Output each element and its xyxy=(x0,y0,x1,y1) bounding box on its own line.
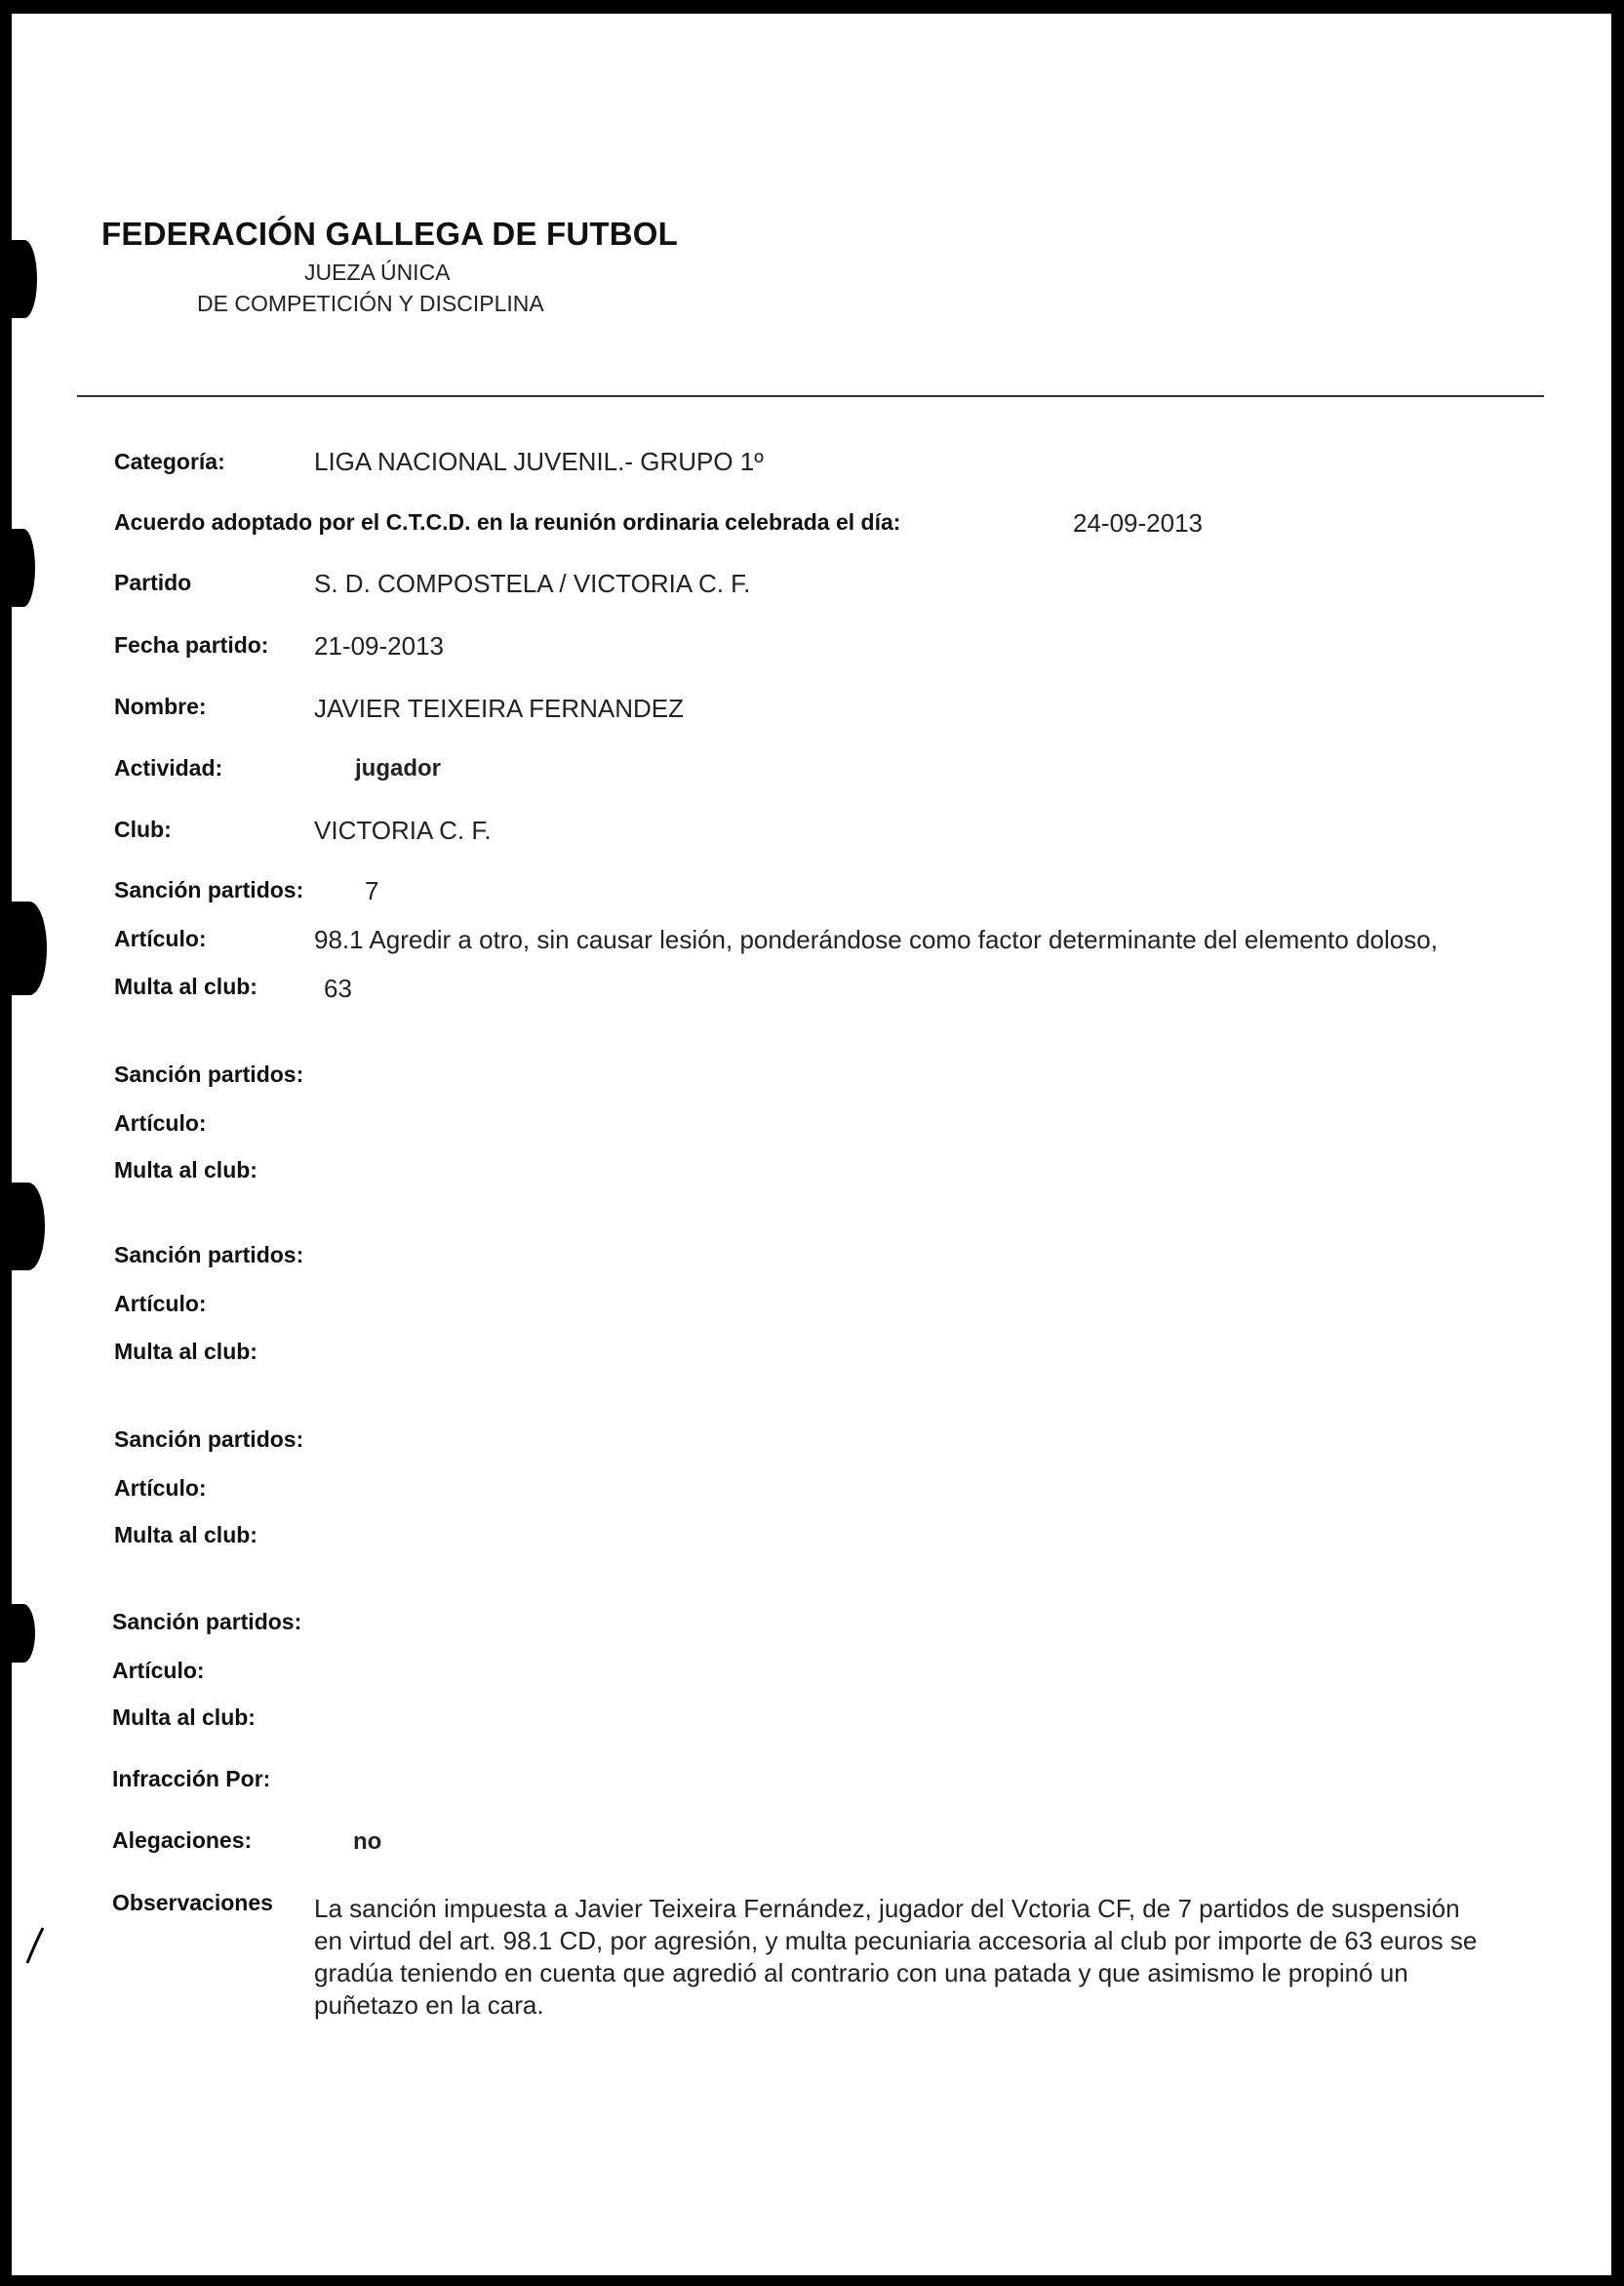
header-subtitle-2: DE COMPETICIÓN Y DISCIPLINA xyxy=(197,291,544,316)
pen-mark xyxy=(18,1924,47,1969)
fecha-partido-value: 21-09-2013 xyxy=(314,631,444,661)
sancion-partidos-value: 7 xyxy=(365,876,379,905)
sancion-partidos-label: Sanción partidos: xyxy=(114,1242,304,1267)
observaciones-line: La sanción impuesta a Javier Teixeira Fernández, jugador del Vctoria CF, de 7 partidos de suspensión xyxy=(314,1894,1460,1923)
sancion-partidos-label: Sanción partidos: xyxy=(114,1426,304,1452)
multa-club-label: Multa al club: xyxy=(112,1704,256,1730)
sancion-partidos-label: Sanción partidos: xyxy=(112,1609,302,1634)
articulo-label: Artículo: xyxy=(112,1658,205,1683)
articulo-label: Artículo: xyxy=(114,1110,207,1136)
multa-club-label: Multa al club: xyxy=(114,974,257,999)
scan-edge-mark xyxy=(12,1604,35,1663)
scan-edge-mark xyxy=(12,1183,45,1270)
actividad-label: Actividad: xyxy=(114,755,223,781)
observaciones-label: Observaciones xyxy=(112,1890,273,1915)
articulo-label: Artículo: xyxy=(114,1475,207,1501)
articulo-label: Artículo: xyxy=(114,926,207,951)
categoria-value: LIGA NACIONAL JUVENIL.- GRUPO 1º xyxy=(314,447,764,476)
federation-title: FEDERACIÓN GALLEGA DE FUTBOL xyxy=(101,216,679,252)
nombre-value: JAVIER TEIXEIRA FERNANDEZ xyxy=(314,694,685,723)
multa-club-label: Multa al club: xyxy=(114,1157,257,1183)
document-page xyxy=(12,14,1611,2275)
infraccion-label: Infracción Por: xyxy=(112,1766,271,1791)
articulo-label: Artículo: xyxy=(114,1291,207,1316)
multa-club-label: Multa al club: xyxy=(114,1522,257,1547)
observaciones-line: en virtud del art. 98.1 CD, por agresión, y multa pecuniaria accesoria al club por importe de 63 euros se xyxy=(314,1926,1478,1955)
header-divider xyxy=(77,395,1544,397)
observaciones-text xyxy=(314,1893,1582,2022)
partido-value: S. D. COMPOSTELA / VICTORIA C. F. xyxy=(314,569,751,598)
alegaciones-value: no xyxy=(353,1828,382,1855)
club-label: Club: xyxy=(114,817,172,842)
acuerdo-label: Acuerdo adoptado por el C.T.C.D. en la reunión ordinaria celebrada el día: xyxy=(114,509,901,535)
articulo-value: 98.1 Agredir a otro, sin causar lesión, ponderándose como factor determinante del elemento doloso, xyxy=(314,925,1438,954)
multa-club-value: 63 xyxy=(324,974,352,1003)
alegaciones-label: Alegaciones: xyxy=(112,1827,253,1853)
header-subtitle-1: JUEZA ÚNICA xyxy=(304,260,451,285)
observaciones-line: gradúa teniendo en cuenta que agredió al contrario con una patada y que asimismo le propinó un xyxy=(314,1958,1408,1987)
multa-club-label: Multa al club: xyxy=(114,1339,257,1364)
scan-edge-mark xyxy=(12,240,37,318)
categoria-label: Categoría: xyxy=(114,449,225,474)
club-value: VICTORIA C. F. xyxy=(314,816,492,845)
scan-edge-mark xyxy=(12,529,35,607)
partido-label: Partido xyxy=(114,570,192,595)
acuerdo-date: 24-09-2013 xyxy=(1073,508,1203,538)
nombre-label: Nombre: xyxy=(114,694,207,719)
scan-edge-mark xyxy=(12,902,47,995)
sancion-partidos-label: Sanción partidos: xyxy=(114,877,304,902)
actividad-value: jugador xyxy=(355,755,441,782)
observaciones-line: puñetazo en la cara. xyxy=(314,1990,544,2020)
sancion-partidos-label: Sanción partidos: xyxy=(114,1062,304,1087)
fecha-partido-label: Fecha partido: xyxy=(114,632,269,658)
